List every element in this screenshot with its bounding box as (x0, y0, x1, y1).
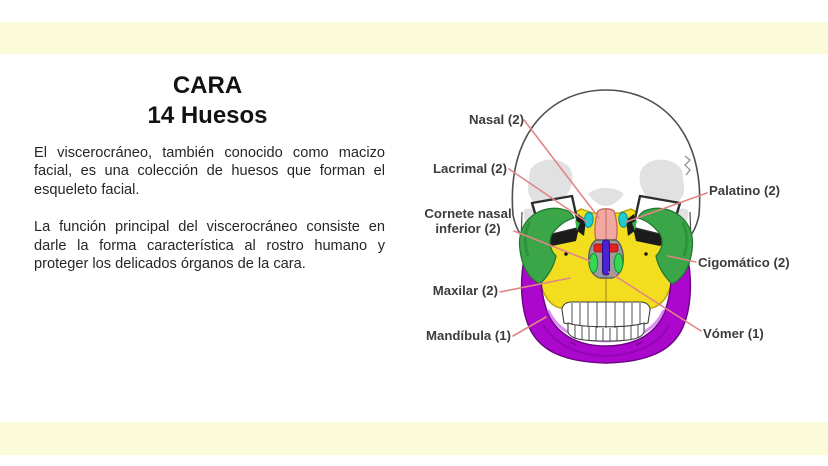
label-cornete-nasal-inferior (424, 207, 512, 236)
nasal-cavity (589, 240, 623, 278)
paragraph-viscerocraneo-function: La función principal del viscerocráneo consiste en darle la forma característica al rostro humano y proteger los delicados órganos de la cara. (34, 219, 385, 273)
skull-diagram (418, 70, 818, 382)
label-vomer: Vómer (1) (703, 326, 764, 341)
slide-body-text (34, 144, 385, 292)
top-accent-band (0, 22, 828, 54)
label-cornete-line1: Cornete nasal (424, 206, 512, 221)
label-mandibula: Mandíbula (1) (426, 328, 511, 343)
inferior-concha-right (614, 254, 622, 273)
label-nasal: Nasal (2) (469, 112, 524, 127)
label-cigomatico: Cigomático (2) (698, 255, 790, 270)
label-palatino: Palatino (2) (709, 183, 781, 198)
slide-title-line2: 14 Huesos (147, 102, 268, 129)
paragraph-viscerocraneo-definition: El viscerocráneo, también conocido como macizo facial, es una colección de huesos que forman el esqueleto facial. (34, 145, 385, 198)
label-maxilar: Maxilar (2) (432, 283, 498, 298)
teeth (562, 302, 650, 341)
slide-title-line1: CARA (172, 72, 243, 99)
vomer-bone (603, 240, 610, 275)
bottom-accent-band (0, 422, 828, 455)
label-cornete-line2: inferior (2) (435, 220, 501, 236)
inferior-concha-left (589, 254, 597, 273)
label-lacrimal: Lacrimal (2) (432, 161, 507, 176)
nasal-bone (595, 209, 617, 240)
slide-title (25, 71, 390, 131)
